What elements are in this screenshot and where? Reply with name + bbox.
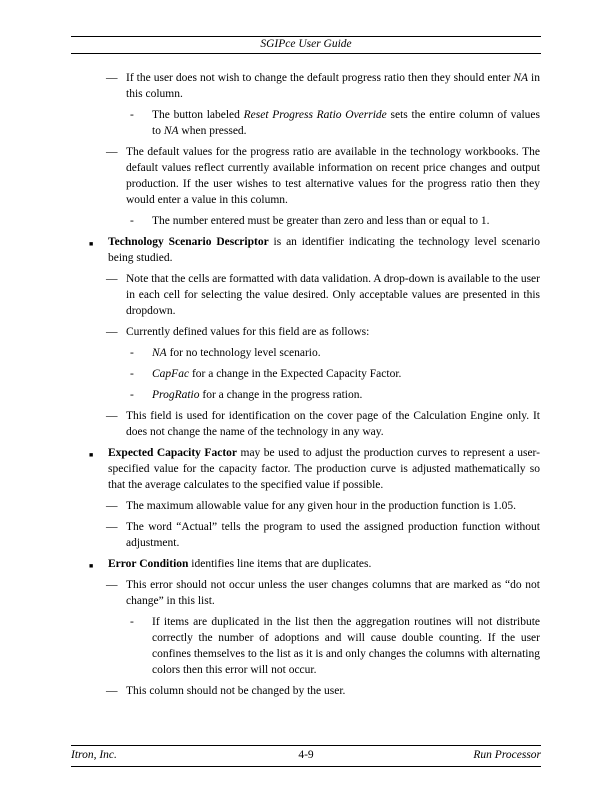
list-item-dash: [72, 519, 540, 551]
text-run: NA: [163, 125, 179, 137]
text-run: The default values for the progress ratio are available in the technology workbooks. The default values reflect currently available information on recent price changes and output production. If the user wishes to test alternative values for the progress ratio then they would enter a value in this column.: [126, 146, 540, 206]
text-run: Reset Progress Ratio Override: [243, 109, 387, 121]
list-item-hyphen: [72, 107, 540, 139]
text-run: for a change in the Expected Capacity Factor.: [189, 368, 402, 380]
hyphen-marker: -: [130, 389, 134, 401]
document-body: [72, 70, 540, 704]
hyphen-marker: -: [130, 215, 134, 227]
dash-marker: —: [106, 685, 118, 697]
text-run: If the user does not wish to change the default progress ratio then they should enter: [126, 72, 514, 84]
list-item-dash: [72, 683, 540, 699]
header-title: SGIPce User Guide: [260, 38, 352, 50]
text-run: CapFac: [152, 368, 190, 380]
text-run: The button labeled: [152, 109, 244, 121]
list-item-hyphen: [72, 345, 540, 361]
text-run: is an identifier indicating the technology level scenario being studied.: [108, 236, 540, 264]
dash-marker: —: [106, 72, 118, 84]
text-run: sets the entire column of values to: [152, 109, 540, 137]
hyphen-marker: -: [130, 368, 134, 380]
text-run: ProgRatio: [152, 389, 200, 401]
text-run: identifies line items that are duplicates.: [188, 558, 372, 570]
list-item-dash: [72, 324, 540, 340]
text-run: for a change in the progress ration.: [199, 389, 363, 401]
list-item-dash: [72, 498, 540, 514]
list-item-hyphen: [72, 213, 540, 229]
list-item-bullet: [72, 445, 540, 493]
list-item-bullet: [72, 234, 540, 266]
list-item-dash: [72, 271, 540, 319]
list-item-hyphen: [72, 387, 540, 403]
text-run: NA: [513, 72, 529, 84]
list-item-dash: [72, 577, 540, 609]
hyphen-marker: -: [130, 109, 134, 121]
text-run: The word “Actual” tells the program to used the assigned production function without adjustment.: [126, 521, 540, 549]
hyphen-marker: -: [130, 616, 134, 628]
dash-marker: —: [106, 500, 118, 512]
hyphen-marker: -: [130, 347, 134, 359]
dash-marker: —: [106, 273, 118, 285]
dash-marker: —: [106, 326, 118, 338]
dash-marker: —: [106, 579, 118, 591]
bullet-marker: ■: [89, 451, 94, 459]
text-run: This column should not be changed by the user.: [126, 685, 346, 697]
list-item-dash: [72, 70, 540, 102]
list-item-hyphen: [72, 366, 540, 382]
text-run: for no technology level scenario.: [166, 347, 321, 359]
page-footer: [71, 745, 541, 767]
list-item-bullet: [72, 556, 540, 572]
text-run: when pressed.: [178, 125, 247, 137]
text-run: This error should not occur unless the user changes columns that are marked as “do not change” in this list.: [126, 579, 540, 607]
text-run: Currently defined values for this field are as follows:: [126, 326, 370, 338]
footer-company: Itron, Inc.: [71, 749, 117, 761]
text-run: The maximum allowable value for any given hour in the production function is 1.05.: [126, 500, 516, 512]
dash-marker: —: [106, 410, 118, 422]
footer-page-number: 4-9: [298, 749, 314, 761]
list-item-dash: [72, 408, 540, 440]
list-item-dash: [72, 144, 540, 208]
text-run: NA: [152, 347, 167, 359]
text-run: Note that the cells are formatted with data validation. A drop-down is available to the user in each cell for selecting the value desired. Only acceptable values are presented in this dropdown.: [126, 273, 540, 317]
text-run: in this column.: [126, 72, 540, 100]
dash-marker: —: [106, 521, 118, 533]
dash-marker: —: [106, 146, 118, 158]
list-item-hyphen: [72, 614, 540, 678]
page-header: [71, 36, 541, 54]
text-run: may be used to adjust the production curves to represent a user-specified value for the capacity factor. The production curve is adjusted mathematically so that the average calculates to the specified value if possible.: [108, 447, 540, 491]
text-run: Expected Capacity Factor: [108, 447, 237, 459]
bullet-marker: ■: [89, 240, 94, 248]
text-run: The number entered must be greater than zero and less than or equal to 1.: [152, 215, 490, 227]
text-run: Technology Scenario Descriptor: [108, 236, 269, 248]
text-run: If items are duplicated in the list then the aggregation routines will not distribute correctly the number of adoptions and will cause double counting. If the user confines themselves to the list as it is and only changes the columns with alternating colors then this error will not occur.: [152, 616, 540, 676]
text-run: This field is used for identification on the cover page of the Calculation Engine only. It does not change the name of the technology in any way.: [126, 410, 540, 438]
footer-section: Run Processor: [473, 749, 542, 761]
bullet-marker: ■: [89, 562, 94, 570]
text-run: Error Condition: [108, 558, 189, 570]
